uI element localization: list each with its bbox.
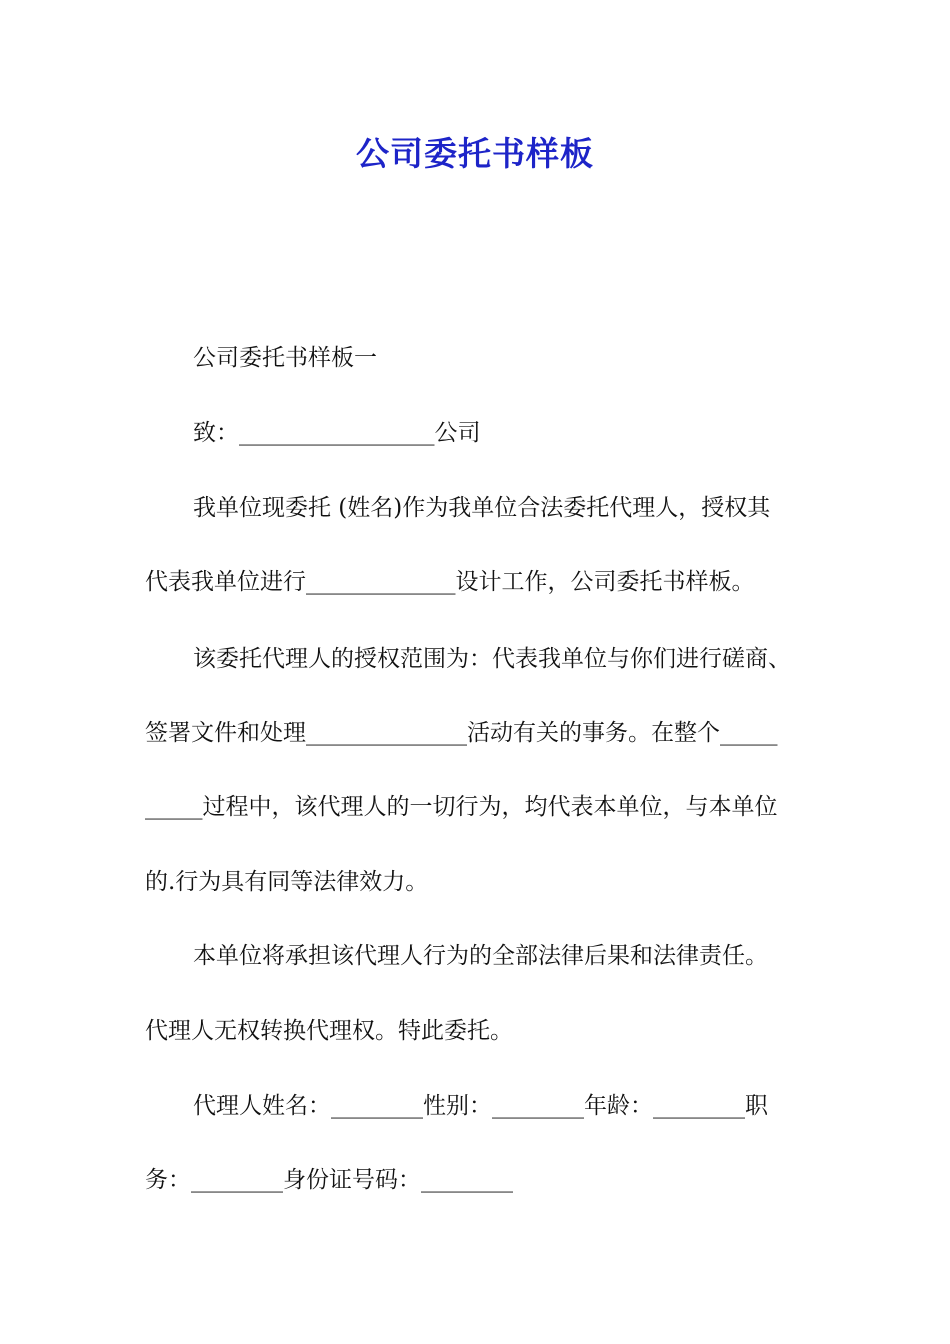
paragraph-line: 该委托代理人的授权范围为：代表我单位与你们进行磋商、	[193, 646, 791, 672]
paragraph-line: 我单位现委托 (姓名)作为我单位合法委托代理人，授权其	[193, 495, 771, 521]
document-title: 公司委托书样板	[356, 134, 594, 173]
paragraph-line: 的.行为具有同等法律效力。	[145, 869, 429, 895]
agent-info-line: 务：________身份证号码：________	[145, 1167, 513, 1193]
addressee-line: 致：_________________公司	[193, 420, 481, 446]
agent-info-line: 代理人姓名：________性别：________年龄：________职	[193, 1093, 768, 1119]
paragraph-line: 本单位将承担该代理人行为的全部法律后果和法律责任。	[193, 943, 768, 969]
paragraph-line: _____过程中，该代理人的一切行为，均代表本单位，与本单位	[145, 794, 778, 820]
paragraph-line: 签署文件和处理______________活动有关的事务。在整个_____	[145, 720, 778, 746]
paragraph-line: 代理人无权转换代理权。特此委托。	[145, 1018, 513, 1044]
section-heading: 公司委托书样板一	[193, 345, 377, 371]
paragraph-line: 代表我单位进行_____________设计工作，公司委托书样板。	[145, 569, 755, 595]
